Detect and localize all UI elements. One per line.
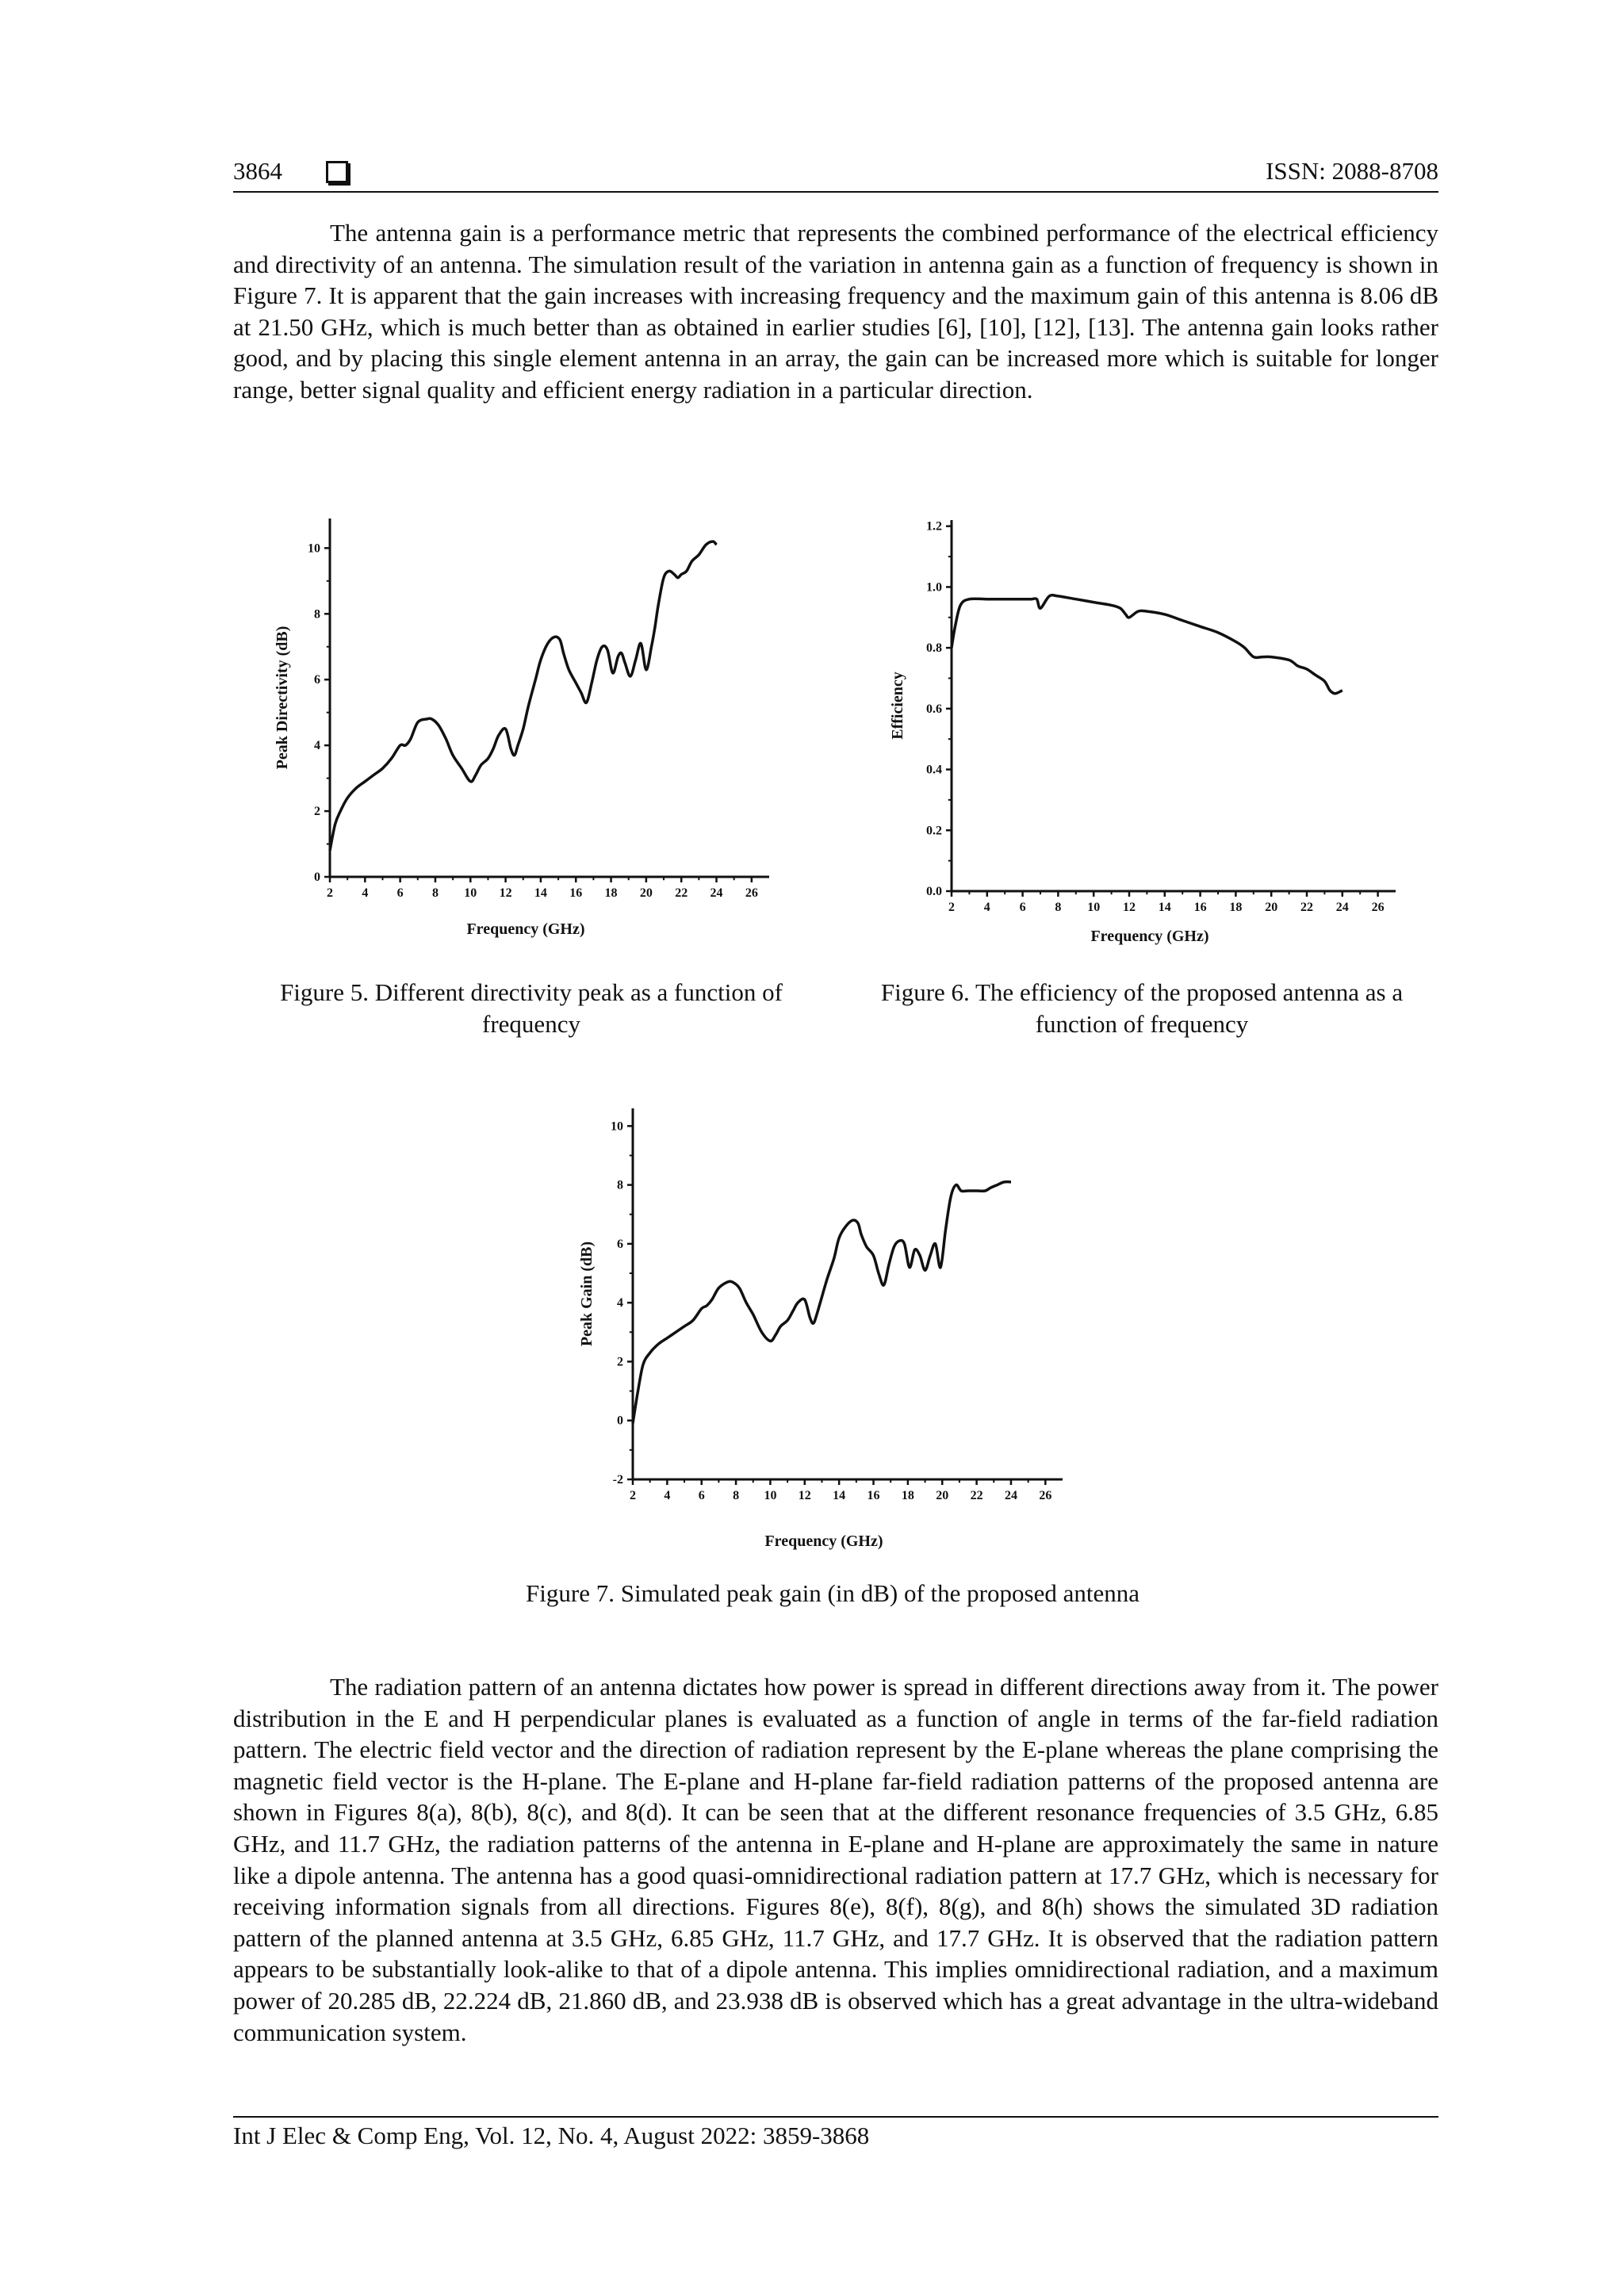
x-tick-label: 24 [710, 886, 723, 900]
x-tick-label: 4 [664, 1489, 671, 1502]
x-tick-label: 14 [534, 886, 547, 900]
page-footer: Int J Elec & Comp Eng, Vol. 12, No. 4, August 2022: 3859-3868 [233, 2122, 870, 2149]
paragraph-radiation-text: The radiation pattern of an antenna dictates how power is spread in different directions away from it. The power distribution in the E and H perpendicular planes is evaluated as a function of angle in terms of the far-field radiation pattern. The electric field vector and the direction of radiation represent by the E-plane whereas the plane comprising the magnetic field vector is the H-plane. The E-plane and H-plane far-field radiation patterns of the proposed antenna are shown in Figures 8(a), 8(b), 8(c), and 8(d). It can be seen that at the different resonance frequencies of 3.5 GHz, 6.85 GHz, and 11.7 GHz, the radiation patterns of the antenna in E-plane and H-plane are approximately the same in nature like a dipole antenna. The antenna has a good quasi-omnidirectional radiation pattern at 17.7 GHz, which is necessary for receiving information signals from all directions. Figures 8(e), 8(f), 8(g), and 8(h) shows the simulated 3D radiation pattern of the planned antenna at 3.5 GHz, 6.85 GHz, 11.7 GHz, and 17.7 GHz. It is observed that the radiation pattern appears to be substantially look-alike to that of a dipole antenna. This implies omnidirectional radiation, and a maximum power of 20.285 dB, 22.224 dB, 21.860 dB, and 23.938 dB is observed which has a great advantage in the ultra-wideband communication system. [233, 1673, 1438, 2046]
y-tick-label: 0.8 [926, 641, 942, 656]
x-tick-label: 8 [431, 886, 439, 900]
x-tick-label: 20 [1265, 901, 1278, 914]
figure-5-caption: Figure 5. Different directivity peak as a function of frequency [280, 978, 783, 1038]
y-tick-label: 0.4 [926, 763, 942, 777]
y-tick-label: 0.2 [926, 824, 942, 838]
x-tick-label: 12 [1123, 901, 1136, 914]
issn-label: ISSN: 2088-8708 [1266, 157, 1438, 185]
box-bullet-icon [326, 161, 348, 183]
x-tick-label: 2 [630, 1489, 636, 1502]
y-axis-label: Peak Gain (dB) [578, 1241, 596, 1347]
series-line [952, 595, 1342, 694]
y-tick-label: 0 [314, 871, 320, 884]
x-tick-label: 6 [698, 1489, 705, 1502]
y-tick-label: 4 [617, 1296, 623, 1311]
y-axis-label: Efficiency [889, 672, 906, 740]
x-tick-label: 20 [639, 886, 653, 900]
paragraph-radiation [233, 1671, 1438, 2048]
y-tick-label: 0.0 [926, 885, 942, 898]
x-axis-label: Frequency (GHz) [1090, 928, 1209, 945]
x-tick-label: 10 [764, 1489, 777, 1502]
y-tick-label: 4 [314, 739, 320, 753]
series-line [633, 1182, 1011, 1424]
x-tick-label: 18 [901, 1489, 914, 1502]
figure-7-chart [571, 1099, 1078, 1567]
x-tick-label: 8 [1055, 901, 1062, 914]
figure-6-chart [880, 504, 1404, 956]
y-tick-label: 1.2 [926, 519, 942, 534]
x-axis-label: Frequency (GHz) [466, 920, 585, 938]
footer-rule [233, 2116, 1438, 2118]
y-tick-label: 2 [617, 1355, 623, 1369]
x-tick-label: 22 [970, 1489, 983, 1502]
x-tick-label: 26 [1371, 901, 1385, 914]
x-tick-label: 12 [798, 1489, 811, 1502]
y-tick-label: 6 [617, 1237, 623, 1251]
x-tick-label: 22 [1300, 901, 1313, 914]
x-tick-label: 18 [604, 886, 618, 900]
y-tick-label: 10 [611, 1119, 623, 1134]
x-tick-label: 26 [745, 886, 758, 900]
x-tick-label: 12 [499, 886, 512, 900]
figure-7-caption: Figure 7. Simulated peak gain (in dB) of the proposed antenna [526, 1579, 1139, 1607]
x-tick-label: 6 [396, 886, 404, 900]
x-tick-label: 16 [569, 886, 583, 900]
y-axis-label: Peak Directivity (dB) [274, 626, 291, 770]
x-tick-label: 2 [327, 886, 333, 900]
figure-5-chart [270, 504, 777, 948]
x-tick-label: 18 [1229, 901, 1243, 914]
y-tick-label: 2 [314, 805, 320, 819]
paragraph-gain [233, 217, 1438, 406]
header-rule [233, 191, 1438, 193]
x-tick-label: 4 [983, 901, 990, 914]
y-tick-label: 10 [308, 541, 320, 556]
x-tick-label: 16 [1193, 901, 1207, 914]
y-tick-label: 0 [617, 1414, 623, 1428]
page-number: 3864 [233, 157, 282, 185]
x-tick-label: 14 [833, 1489, 846, 1502]
series-line [330, 541, 717, 851]
x-tick-label: 6 [1019, 901, 1026, 914]
y-tick-label: 8 [314, 607, 320, 622]
x-tick-label: 24 [1335, 901, 1349, 914]
x-axis-label: Frequency (GHz) [764, 1533, 883, 1550]
x-tick-label: 10 [1087, 901, 1101, 914]
y-tick-label: 1.0 [926, 580, 942, 595]
y-tick-label: 0.6 [926, 702, 942, 716]
paragraph-gain-text: The antenna gain is a performance metric that represents the combined performance of the electrical efficiency and directivity of an antenna. The simulation result of the variation in antenna gain as a function of frequency is shown in Figure 7. It is apparent that the gain increases with increasing frequency and the maximum gain of this antenna is 8.06 dB at 21.50 GHz, which is much better than as obtained in earlier studies [6], [10], [12], [13]. The antenna gain looks rather good, and by placing this single element antenna in an array, the gain can be increased more which is suitable for longer range, better signal quality and efficient energy radiation in a particular direction. [233, 219, 1438, 404]
x-tick-label: 16 [867, 1489, 880, 1502]
y-tick-label: -2 [612, 1473, 623, 1487]
x-tick-label: 14 [1158, 901, 1171, 914]
x-tick-label: 2 [948, 901, 955, 914]
figure-6-caption: Figure 6. The efficiency of the proposed antenna as a function of frequency [880, 978, 1404, 1038]
x-tick-label: 22 [675, 886, 688, 900]
x-tick-label: 10 [464, 886, 477, 900]
page-header [233, 151, 1438, 190]
x-tick-label: 26 [1039, 1489, 1052, 1502]
y-tick-label: 6 [314, 673, 320, 687]
y-tick-label: 8 [617, 1178, 623, 1192]
x-tick-label: 4 [362, 886, 369, 900]
x-tick-label: 20 [936, 1489, 949, 1502]
x-tick-label: 8 [733, 1489, 740, 1502]
x-tick-label: 24 [1004, 1489, 1017, 1502]
